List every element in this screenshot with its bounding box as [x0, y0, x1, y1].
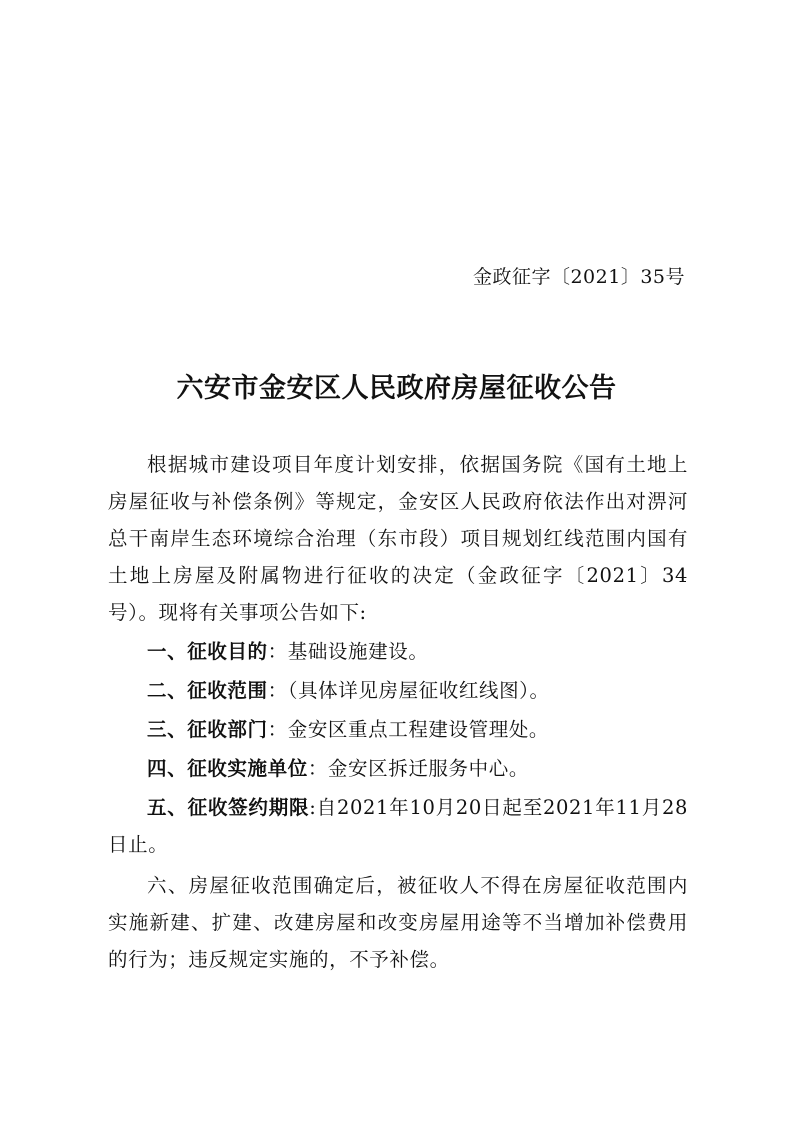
- item-text: （具体详见房屋征收红线图）。: [287, 679, 550, 702]
- item-implementing-unit: [108, 750, 688, 787]
- item-label: 三、征收部门: [147, 718, 268, 741]
- item-separator: ：: [267, 718, 288, 741]
- item-scope: [108, 672, 688, 709]
- item-separator: ：: [267, 640, 288, 663]
- item-text: 金安区拆迁服务中心。: [327, 757, 529, 780]
- document-number: 金政征字〔2021〕35号: [472, 266, 685, 288]
- item-text: 金安区重点工程建设管理处。: [287, 718, 550, 741]
- intro-paragraph: 根据城市建设项目年度计划安排，依据国务院《国有土地上房屋征收与补偿条例》等规定，金安区人民政府依法作出对淠河总干南岸生态环境综合治理（东市段）项目规划红线范围内国有土地上房屋及附属物进行征收的决定（金政征字〔2021〕34号）。现将有关事项公告如下:: [108, 453, 688, 624]
- document-title: 六安市金安区人民政府房屋征收公告: [176, 373, 617, 404]
- item-separator: ：: [267, 679, 288, 702]
- item-signing-period: [108, 789, 688, 863]
- item-separator: :: [309, 796, 317, 819]
- item-separator: ：: [307, 757, 328, 780]
- item-text: 基础设施建设。: [287, 640, 429, 663]
- item-label: 五、征收签约期限: [147, 796, 310, 819]
- item-label: 四、征收实施单位: [147, 757, 308, 780]
- item-restriction: 六、房屋征收范围确定后，被征收人不得在房屋征收范围内实施新建、扩建、改建房屋和改变房屋用途等不当增加补偿费用的行为；违反规定实施的，不予补偿。: [108, 874, 688, 971]
- item-label: 一、征收目的: [147, 640, 268, 663]
- item-text: 自2021年10月20日起至2021年11月28日止。: [108, 796, 688, 856]
- item-purpose: [108, 633, 688, 670]
- item-department: [108, 711, 688, 748]
- item-label: 二、征收范围: [147, 679, 268, 702]
- document-body: [108, 446, 688, 978]
